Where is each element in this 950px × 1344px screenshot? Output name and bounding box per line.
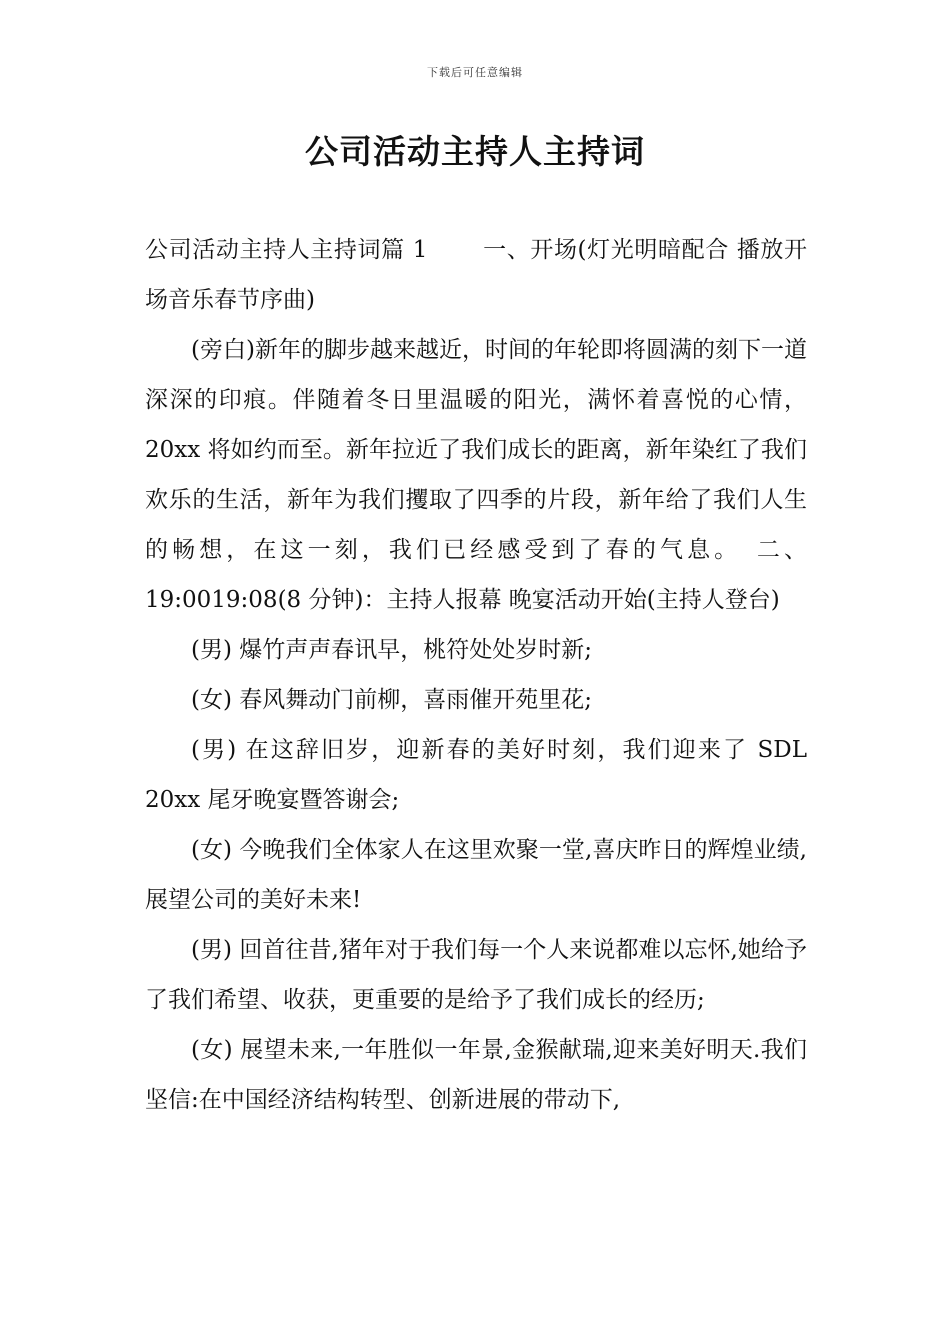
page-header-note: 下载后可任意编辑 <box>427 66 523 79</box>
paragraph-dialogue: (女) 今晚我们全体家人在这里欢聚一堂,喜庆昨日的辉煌业绩,展望公司的美好未来! <box>145 837 807 913</box>
paragraph-dialogue: (男) 在这辞旧岁，迎新春的美好时刻，我们迎来了 SDL 20xx 尾牙晚宴暨答谢会; <box>145 737 815 813</box>
document-body <box>145 225 815 1125</box>
paragraph-dialogue: (女) 展望未来,一年胜似一年景,金猴献瑞,迎来美好明天.我们坚信:在中国经济结构转型、创新进展的带动下, <box>145 1037 807 1113</box>
paragraph-intro: 公司活动主持人主持词篇 1 一、开场(灯光明暗配合 播放开场音乐春节序曲) <box>145 237 807 313</box>
paragraph-dialogue: (男) 爆竹声声春讯早，桃符处处岁时新; <box>191 637 593 663</box>
paragraph-dialogue: (男) 回首往昔,猪年对于我们每一个人来说都难以忘怀,她给予了我们希望、收获，更重要的是给予了我们成长的经历; <box>145 937 807 1013</box>
document-title: 公司活动主持人主持词 <box>305 132 645 171</box>
paragraph-narration: (旁白)新年的脚步越来越近，时间的年轮即将圆满的刻下一道深深的印痕。伴随着冬日里温暖的阳光，满怀着喜悦的心情，20xx 将如约而至。新年拉近了我们成长的距离，新年染红了我们欢乐的生活，新年为我们攫取了四季的片段，新年给了我们人生的畅想，在这一刻，我们已经感受到了春的气息。 二、19:0019:08(8 分钟)：主持人报幕 晚宴活动开始(主持人登台) <box>145 337 807 613</box>
paragraph-dialogue: (女) 春风舞动门前柳，喜雨催开苑里花; <box>191 687 593 713</box>
